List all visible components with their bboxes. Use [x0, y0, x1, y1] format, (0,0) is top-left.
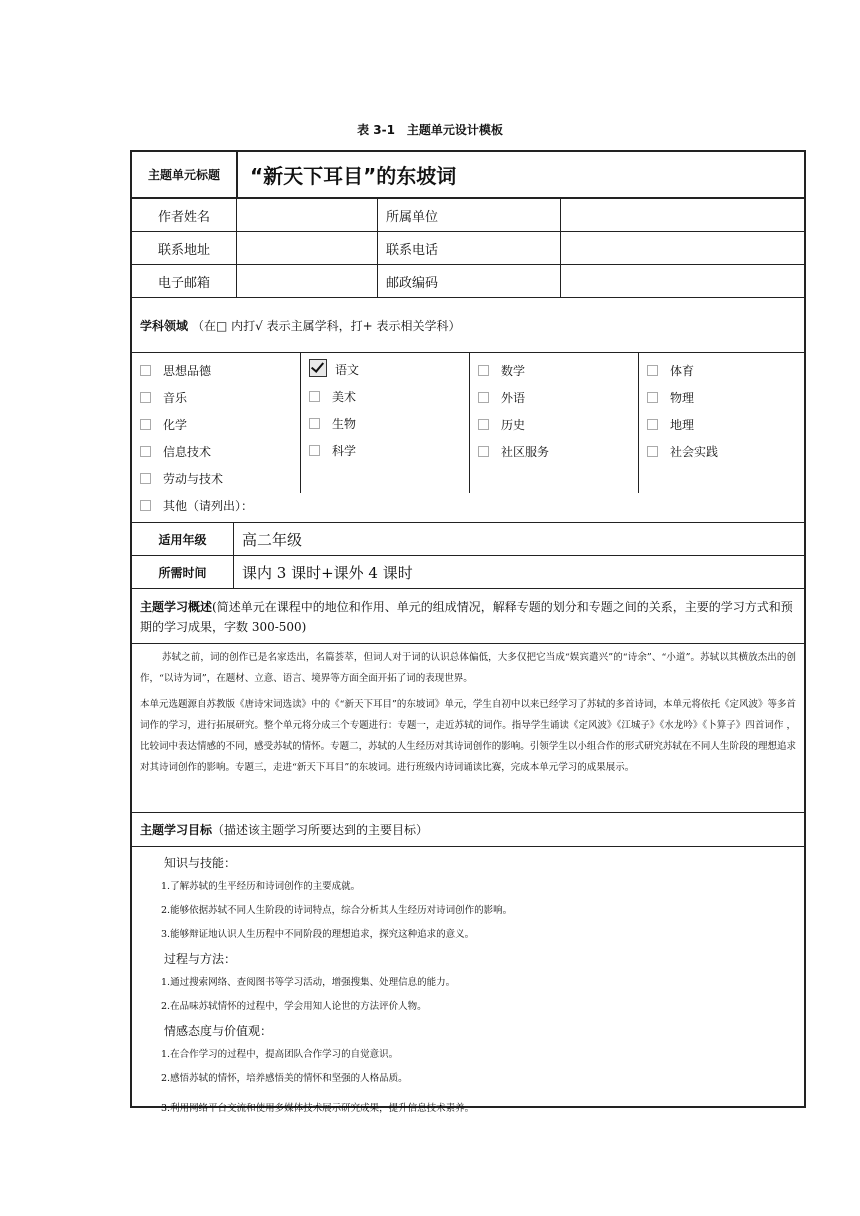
- subject-grid: [132, 353, 804, 523]
- grade-row: [132, 523, 804, 556]
- info-row-author: [132, 199, 804, 232]
- subject-item-other[interactable]: 其他（请列出）：: [140, 493, 253, 520]
- overview-body-row: [132, 644, 804, 813]
- overview-hint: (简述单元在课程中的地位和作用、单元的组成情况，解释专题的划分和专题之间的关系，主要的学习方式和预期的学习成果，字数 300-500): [140, 600, 793, 634]
- subject-hint: （在□ 内打√ 表示主属学科，打+ 表示相关学科）: [192, 318, 461, 333]
- unit-design-form: [130, 150, 806, 1114]
- checkbox-icon: [478, 365, 489, 376]
- address-field[interactable]: [237, 232, 377, 264]
- subject-item[interactable]: 体育: [647, 358, 718, 385]
- subject-item-checked[interactable]: 语文: [309, 357, 359, 384]
- goal-section-heading: 过程与方法：: [164, 952, 237, 966]
- checkbox-icon: [478, 446, 489, 457]
- author-name-label: 作者姓名: [157, 209, 210, 225]
- checked-checkbox-icon: [309, 359, 327, 377]
- subject-item[interactable]: 外语: [478, 385, 549, 412]
- subject-item[interactable]: 音乐: [140, 385, 253, 412]
- checkbox-icon: [140, 446, 151, 457]
- overview-paragraph-2: 本单元选题源自苏教版《唐诗宋词选读》中的《“新天下耳目”的东坡词》单元，学生自初中以来已经学习了苏轼的多首诗词，本单元将依托《定风波》等多首词作的学习，进行拓展研究。整个单元将分成三个专题进行：专题一，走近苏轼的词作。指导学生诵读《定风波》《江城子》《水龙吟》《卜算子》四首词作 ，比较词中表达情感的不同，感受苏轼的情怀。专题二，苏轼的人生经历对其诗词创作的影响。引领学生以小组合作的形式研究苏轼在不同人生阶段的理想追求对其诗词创作的影响。专题三，走进“新天下耳目”的东坡词。进行班级内诗词诵读比赛，完成本单元学习的成果展示。: [140, 699, 796, 773]
- checkbox-icon: [309, 391, 320, 402]
- goal-item: 2.在品味苏轼情怀的过程中，学会用知人论世的方法评价人物。: [161, 1001, 427, 1012]
- address-label: 联系地址: [157, 242, 210, 258]
- subject-item[interactable]: 思想品德: [140, 358, 253, 385]
- subject-item[interactable]: 生物: [309, 411, 359, 438]
- subject-header-row: [132, 298, 804, 353]
- unit-title-value: “新天下耳目”的东坡词: [250, 164, 457, 188]
- goal-item: 2.感悟苏轼的情怀，培养感悟美的情怀和坚强的人格品质。: [161, 1073, 408, 1084]
- checkbox-icon: [140, 392, 151, 403]
- organization-field[interactable]: [561, 199, 804, 231]
- checkbox-icon: [478, 392, 489, 403]
- author-name-field[interactable]: [237, 199, 377, 231]
- checkbox-icon: [647, 419, 658, 430]
- subject-item[interactable]: 物理: [647, 385, 718, 412]
- postcode-label: 邮政编码: [386, 275, 439, 291]
- checkbox-icon: [140, 473, 151, 484]
- goals-hint: （描述该主题学习所要达到的主要目标）: [212, 823, 429, 837]
- goals-body-row: [132, 847, 804, 1114]
- overview-label: 主题学习概述: [140, 600, 213, 614]
- grade-label: 适用年级: [158, 532, 207, 547]
- grade-value: 高二年级: [242, 530, 303, 549]
- checkbox-icon: [140, 419, 151, 430]
- info-row-address: [132, 232, 804, 265]
- subject-item[interactable]: 历史: [478, 412, 549, 439]
- checkbox-icon: [140, 365, 151, 376]
- unit-title-label: 主题单元标题: [147, 168, 220, 182]
- subject-item[interactable]: 数学: [478, 358, 549, 385]
- checkbox-icon: [309, 445, 320, 456]
- subject-column-2: [309, 357, 359, 465]
- goal-item: 3.利用网络平台交流和使用多媒体技术展示研究成果，提升信息技术素养。: [161, 1103, 475, 1114]
- goal-section-heading: 情感态度与价值观：: [164, 1024, 273, 1038]
- checkbox-icon: [309, 418, 320, 429]
- subject-item[interactable]: 信息技术: [140, 439, 253, 466]
- overview-paragraph-1: 苏轼之前，词的创作已是名家迭出，名篇荟萃，但词人对于词的认识总体偏低，大多仅把它当成“娱宾遣兴”的“诗余”、“小道”。苏轼以其横放杰出的创作，“以诗为词”，在题材、立意、语言、境界等方面全面开拓了词的表现世界。: [140, 652, 796, 684]
- subject-item[interactable]: 社区服务: [478, 439, 549, 466]
- time-row: [132, 556, 804, 589]
- time-value: 课内 3 课时+课外 4 课时: [242, 563, 413, 582]
- subject-item[interactable]: 地理: [647, 412, 718, 439]
- phone-field[interactable]: [561, 232, 804, 264]
- subject-item[interactable]: 劳动与技术: [140, 466, 253, 493]
- subject-column-3: [478, 358, 549, 466]
- goals-header-row: [132, 813, 804, 847]
- phone-label: 联系电话: [386, 242, 439, 258]
- postcode-field[interactable]: [561, 265, 804, 297]
- checkbox-icon: [647, 392, 658, 403]
- email-label: 电子邮箱: [157, 275, 210, 291]
- checkbox-icon: [647, 365, 658, 376]
- goal-item: 1.了解苏轼的生平经历和诗词创作的主要成就。: [161, 881, 361, 892]
- time-label: 所需时间: [158, 565, 207, 580]
- goal-item: 1.通过搜索网络、查阅图书等学习活动，增强搜集、处理信息的能力。: [161, 977, 456, 988]
- goal-item: 3.能够辩证地认识人生历程中不同阶段的理想追求，探究这种追求的意义。: [161, 929, 475, 940]
- subject-item[interactable]: 化学: [140, 412, 253, 439]
- unit-title-row: [132, 152, 804, 199]
- subject-item[interactable]: 社会实践: [647, 439, 718, 466]
- subject-item[interactable]: 美术: [309, 384, 359, 411]
- subject-label: 学科领域: [140, 318, 189, 333]
- subject-column-4: [647, 358, 718, 466]
- overview-header-row: [132, 589, 804, 644]
- checkbox-icon: [647, 446, 658, 457]
- goal-item: 2.能够依据苏轼不同人生阶段的诗词特点，综合分析其人生经历对诗词创作的影响。: [161, 905, 513, 916]
- subject-item[interactable]: 科学: [309, 438, 359, 465]
- goals-label: 主题学习目标: [140, 823, 213, 837]
- table-caption: 表 3-1 主题单元设计模板: [357, 123, 503, 137]
- goal-item: 1.在合作学习的过程中，提高团队合作学习的自觉意识。: [161, 1049, 399, 1060]
- checkbox-icon: [478, 419, 489, 430]
- checkbox-icon: [140, 500, 151, 511]
- email-field[interactable]: [237, 265, 377, 297]
- goal-section-heading: 知识与技能：: [164, 856, 237, 870]
- subject-column-1: [140, 358, 253, 520]
- organization-label: 所属单位: [386, 209, 439, 225]
- info-row-email: [132, 265, 804, 298]
